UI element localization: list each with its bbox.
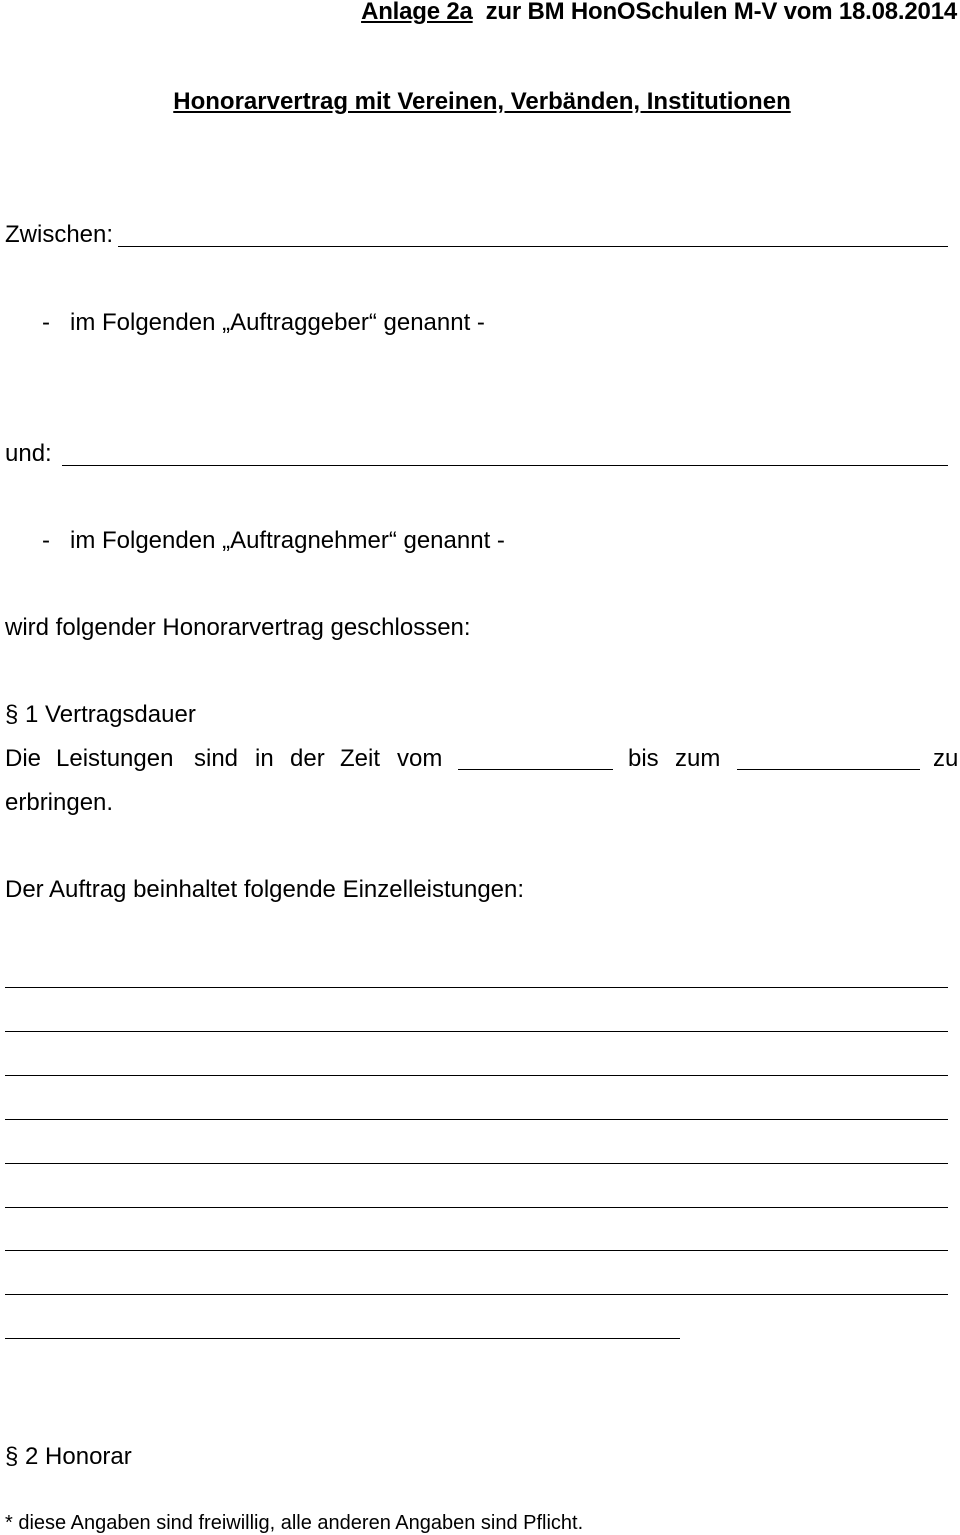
- einzelleistung-line[interactable]: [5, 1119, 948, 1120]
- section1-heading: [5, 701, 196, 729]
- einzelleistung-line[interactable]: [5, 987, 948, 988]
- header-reference: zur BM HonOSchulen M-V vom 18.08.2014: [485, 0, 957, 25]
- document-header: [361, 0, 957, 26]
- word-zu: zu: [933, 745, 959, 772]
- word-in: in: [255, 745, 274, 772]
- einzelleistungen-label: Der Auftrag beinhaltet folgende Einzelleistungen:: [5, 876, 525, 903]
- einzelleistung-line[interactable]: [5, 1338, 680, 1339]
- word-sind: sind: [194, 745, 239, 772]
- word-die: Die: [5, 745, 42, 772]
- start-date-field[interactable]: [458, 769, 613, 770]
- auftraggeber-field[interactable]: [118, 246, 948, 247]
- word-zeit: Zeit: [340, 745, 381, 772]
- auftragnehmer-field[interactable]: [62, 465, 948, 466]
- auftraggeber-note: - im Folgenden „Auftraggeber“ genannt -: [42, 309, 485, 336]
- einzelleistung-line[interactable]: [5, 1250, 948, 1251]
- word-der: der: [290, 745, 325, 772]
- end-date-field[interactable]: [737, 769, 920, 770]
- einzelleistung-line[interactable]: [5, 1163, 948, 1164]
- paragraph-symbol: §: [5, 701, 19, 728]
- section2-heading: [5, 1443, 132, 1471]
- auftragnehmer-note: - im Folgenden „Auftragnehmer“ genannt -: [42, 527, 505, 554]
- word-zum: zum: [675, 745, 721, 772]
- footer-note: * diese Angaben sind freiwillig, alle anderen Angaben sind Pflicht.: [5, 1512, 584, 1534]
- einzelleistung-line[interactable]: [5, 1294, 948, 1295]
- section2-title: 2 Honorar: [25, 1443, 132, 1470]
- word-erbringen: erbringen.: [5, 789, 114, 816]
- einzelleistung-line[interactable]: [5, 1031, 948, 1032]
- paragraph-symbol: §: [5, 1443, 19, 1470]
- einzelleistung-line[interactable]: [5, 1207, 948, 1208]
- section1-title: 1 Vertragsdauer: [25, 701, 196, 728]
- header-anlage: Anlage 2a: [361, 0, 473, 25]
- word-vom: vom: [397, 745, 443, 772]
- zwischen-label: Zwischen:: [5, 221, 114, 248]
- und-label: und:: [5, 440, 52, 467]
- intro-text: wird folgender Honorarvertrag geschlossen:: [5, 614, 471, 641]
- word-bis: bis: [628, 745, 659, 772]
- einzelleistung-line[interactable]: [5, 1075, 948, 1076]
- document-title: Honorarvertrag mit Vereinen, Verbänden, Institutionen: [173, 88, 791, 115]
- word-leistungen: Leistungen: [56, 745, 174, 772]
